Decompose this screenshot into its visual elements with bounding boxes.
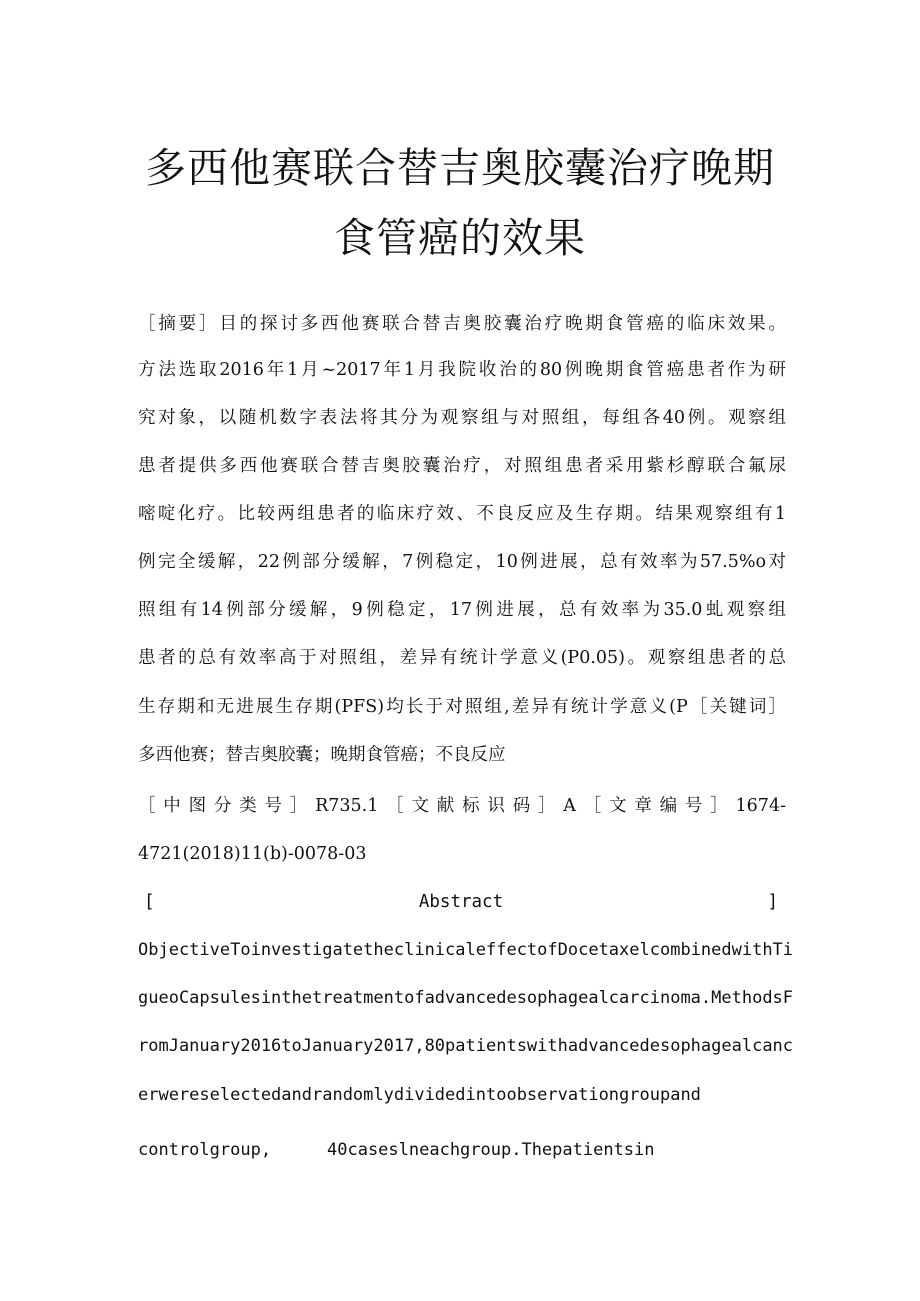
- abstract-en-line: ObjectiveToinvestigatetheclinicaleffectofDocetaxelcombinedwithTi: [138, 940, 794, 960]
- abstract-cn-line: 例完全缓解，22例部分缓解，7例稳定，10例进展，总有效率为57.5%o对: [138, 552, 786, 572]
- abstract-cn-line: 患者的总有效率高于对照组，差异有统计学意义(P0.05)。观察组患者的总: [138, 648, 786, 668]
- title-line-2: 食管癌的效果: [334, 214, 586, 262]
- abstract-cn-line: 嘧啶化疗。比较两组患者的临床疗效、不良反应及生存期。结果观察组有1: [138, 504, 786, 524]
- abstract-cn-line: 生存期和无进展生存期(PFS)均长于对照组,差异有统计学意义(P［关键词］: [138, 697, 786, 717]
- abstract-cn-line: 患者提供多西他赛联合替吉奥胶囊治疗，对照组患者采用紫杉醇联合氟尿: [138, 456, 786, 476]
- classification-line-1: ［中图分类号］R735.1［文献标识码］A［文章编号］1674-: [138, 796, 786, 816]
- abstract-cn-line: 究对象，以随机数字表法将其分为观察组与对照组，每组各40例。观察组: [138, 408, 786, 428]
- keywords-line: 多西他赛；替吉奥胶囊；晚期食管癌；不良反应: [138, 745, 506, 765]
- bracket-open: [: [144, 892, 155, 912]
- abstract-en-heading: Abstract: [418, 892, 504, 912]
- abstract-en-line: gueoCapsulesinthetreatmentofadvancedesophagealcarcinoma.MethodsF: [138, 988, 794, 1008]
- abstract-en-last-part-2: 40caseslneachgroup.Thepatientsin: [327, 1140, 655, 1160]
- abstract-en-line: romJanuary2016toJanuary2017,80patientswithadvancedesophagealcanc: [138, 1036, 794, 1056]
- title-line-1: 多西他赛联合替吉奥胶囊治疗晚期: [145, 144, 775, 192]
- classification-line-2: 4721(2018)11(b)-0078-03: [138, 844, 367, 864]
- abstract-cn-line: ［摘要］目的探讨多西他赛联合替吉奥胶囊治疗晚期食管癌的临床效果。: [138, 314, 786, 334]
- abstract-en-line: erwereselectedandrandomlydividedintoobservationgroupand: [138, 1085, 701, 1105]
- abstract-cn-line: 照组有14例部分缓解，9例稳定，17例进展，总有效率为35.0虬观察组: [138, 600, 786, 620]
- abstract-cn-line: 方法选取2016年1月~2017年1月我院收治的80例晚期食管癌患者作为研: [138, 360, 786, 380]
- abstract-en-last-part-1: controlgroup,: [138, 1140, 272, 1160]
- bracket-close: ]: [767, 892, 778, 912]
- abstract-en-heading-row: [144, 894, 778, 912]
